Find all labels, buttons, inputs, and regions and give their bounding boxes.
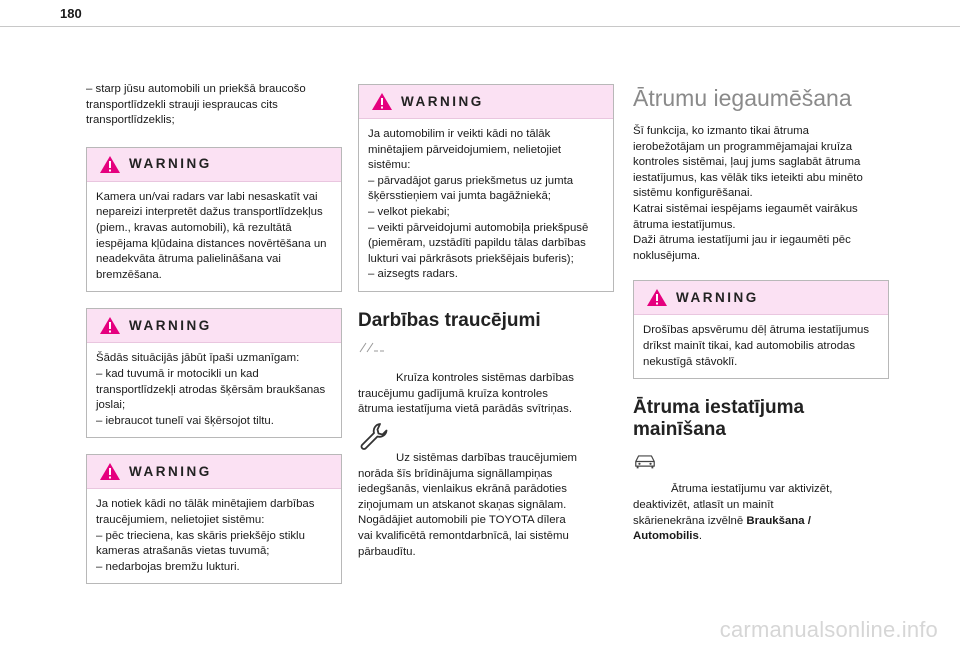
warning-title: WARNING (676, 290, 759, 306)
intro-text: – starp jūsu automobili un priekšā braucošo transportlīdzekli strauji iespraucas cits transportlīdzeklis; (86, 83, 306, 127)
sentence-end: . (698, 530, 702, 543)
warning-triangle-icon (99, 462, 121, 481)
warning-title: WARNING (129, 156, 212, 172)
car-icon (633, 453, 657, 470)
column-3 (633, 84, 889, 545)
warning-header (87, 148, 341, 182)
warning-triangle-icon (646, 288, 668, 307)
warning-title: WARNING (129, 318, 212, 334)
malfunction-display-text: Kruīza kontroles sistēmas darbības traucējumu gadījumā kruīza kontroles ātruma iestatījuma vietā parādās svītriņas. (358, 372, 574, 416)
speed-setting-paragraph (633, 451, 889, 545)
warning-text: Ja notiek kādi no tālāk minētajiem darbības traucējumiem, nelietojiet sistēmu: – pēc trieciena, kas skāris priekšējo stiklu kameras atrašanās vietas tuvumā; – nedarbojas bremžu lukturi. (96, 498, 315, 573)
wrench-icon (358, 422, 388, 450)
warning-text: Kamera un/vai radars var labi nesaskatīt vai nepareizi interpretēt dažus transportlīdzekļus (piem., kravas automobili), kā rezultātā iespējama kļūdaina distances novērtēšana un neadekvāta ātruma palielināšana vai bremzēšana. (96, 190, 327, 281)
malfunction-warning-paragraph (358, 420, 614, 560)
menu-path: Braukšana / Automobilis (633, 514, 811, 543)
warning-triangle-icon (371, 92, 393, 111)
header-divider (0, 26, 960, 27)
warning-triangle-icon (99, 316, 121, 335)
section-title: Ātrumu iegaumēšana (633, 85, 852, 111)
column-1 (86, 82, 342, 584)
malfunction-warning-text: Uz sistēmas darbības traucējumiem norāda šīs brīdinājuma signāllampiņas iedegšanās, vienlaikus ekrānā parādoties ziņojumam un atskanot skaņas signālam. Nogādājiet automobili pie TOYOTA dīlera vai kvalificētā remontdarbnīcā, lai sistēmu pārbaudītu. (358, 452, 578, 558)
column-2 (358, 84, 614, 560)
warning-box (86, 147, 342, 293)
warning-text: Drošības apsvērumu dēļ ātruma iestatījumus drīkst mainīt tikai, kad automobilis atrodas nekustīgā stāvoklī. (643, 324, 870, 368)
speed-memory-text: Šī funkcija, ko izmanto tikai ātruma ierobežotājam un programmējamajai kruīza kontroles sistēmai, ļauj jums saglabāt ātruma iestatījumus, kas vēlāk tiks ieteikti abu minēto sistēmu konfigurēšanai. Katrai sistēmai iespējams iegaumēt vairākus ātruma iestatījumus. Daži ātruma iestatījumi jau ir iegaumēti pēc noklusējuma. (633, 125, 863, 262)
warning-box (86, 454, 342, 584)
warning-title: WARNING (401, 93, 484, 109)
warning-triangle-icon (99, 155, 121, 174)
malfunction-display-paragraph (358, 340, 614, 418)
speed-setting-text: Ātruma iestatījumu var aktivizēt, deaktivizēt, atlasīt un mainīt skārienekrāna izvēlnē (633, 483, 833, 527)
warning-box (633, 280, 889, 379)
watermark: carmanualsonline.info (719, 617, 938, 642)
warning-header (634, 281, 888, 315)
section-heading: Darbības traucējumi (358, 309, 541, 331)
warning-title: WARNING (129, 464, 212, 480)
warning-text: Ja automobilim ir veikti kādi no tālāk minētajiem pārveidojumiem, nelietojiet sistēmu: – pārvadājot garus priekšmetus uz jumta šķērsstieņiem vai jumta bagāžniekā; – velkot piekabi; – veikti pārveidojumi automobiļa priekšpusē (piemēram, uzstādīti papildu tālas darbības lukturi vai pārkrāsots priekšējais buferis); – aizsegts radars. (368, 128, 589, 281)
section-heading: Ātruma iestatījuma mainīšana (633, 397, 805, 441)
dashes-display-icon (358, 340, 388, 356)
warning-box (358, 84, 614, 292)
warning-header (87, 455, 341, 489)
page-number: 180 (60, 6, 82, 21)
warning-header (359, 85, 613, 119)
warning-box (86, 308, 342, 438)
warning-header (87, 309, 341, 343)
warning-text: Šādās situācijās jābūt īpaši uzmanīgam: – kad tuvumā ir motocikli un kad transportlīdzekļi atrodas šķērsām braukšanas joslai; – iebraucot tunelī vai šķērsojot tiltu. (96, 352, 326, 427)
